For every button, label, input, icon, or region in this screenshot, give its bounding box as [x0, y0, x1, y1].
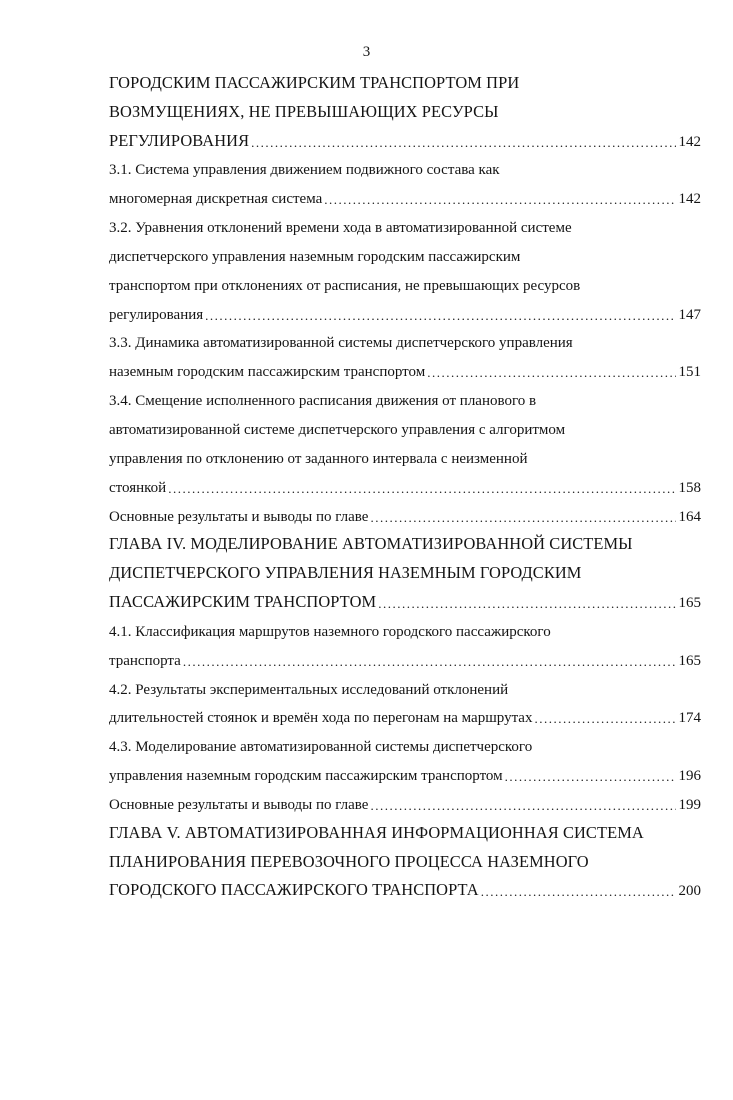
toc-entry-text: транспортом при отклонениях от расписания, не превышающих ресурсов	[109, 277, 581, 294]
toc-page-number: 142	[678, 133, 701, 150]
toc-entry-text: РЕГУЛИРОВАНИЯ	[109, 130, 250, 150]
toc-line	[109, 151, 701, 180]
toc-line	[109, 237, 701, 266]
toc-line	[109, 641, 701, 670]
toc-entry-text: управления по отклонению от заданного интервала с неизменной	[109, 450, 528, 467]
toc-line	[109, 410, 701, 439]
toc-line	[109, 352, 701, 381]
toc-line	[109, 64, 701, 93]
toc-page-number: 158	[678, 479, 701, 496]
toc-entry-text: ПАССАЖИРСКИМ ТРАНСПОРТОМ	[109, 592, 377, 612]
toc-page-number: 147	[678, 306, 701, 323]
toc-entry-text: ГЛАВА IV. МОДЕЛИРОВАНИЕ АВТОМАТИЗИРОВАННОЙ СИСТЕМЫ	[109, 534, 633, 554]
toc-entry-text: 4.3. Моделирование автоматизированной системы диспетчерского	[109, 739, 533, 756]
dot-leader	[324, 192, 675, 208]
toc-page-number: 200	[678, 883, 701, 900]
toc-line	[109, 208, 701, 237]
page-number: 3	[362, 44, 371, 60]
toc-entry-text: автоматизированной системе диспетчерского управления с алгоритмом	[109, 421, 566, 438]
toc-entry-text: ГОРОДСКИМ ПАССАЖИРСКИМ ТРАНСПОРТОМ ПРИ	[109, 72, 520, 92]
toc-entry-text: Основные результаты и выводы по главе	[109, 508, 369, 525]
toc-entry-text: 3.2. Уравнения отклонений времени хода в автоматизированной системе	[109, 220, 572, 237]
toc-line	[109, 526, 701, 555]
toc-line	[109, 381, 701, 410]
dot-leader	[378, 596, 675, 612]
toc-line	[109, 93, 701, 122]
dot-leader	[427, 365, 675, 381]
dot-leader	[370, 798, 675, 814]
toc-page-number: 151	[678, 364, 701, 381]
toc-entry-text: управления наземным городским пассажирским транспортом	[109, 768, 503, 785]
dot-leader	[251, 135, 675, 151]
toc-entry-text: 3.3. Динамика автоматизированной системы диспетчерского управления	[109, 335, 573, 352]
toc-line	[109, 612, 701, 641]
toc-page-number: 196	[678, 768, 701, 785]
toc-line	[109, 756, 701, 785]
toc-entry-text: диспетчерского управления наземным городским пассажирским	[109, 248, 521, 265]
toc-entry-text: ВОЗМУЩЕНИЯХ, НЕ ПРЕВЫШАЮЩИХ РЕСУРСЫ	[109, 101, 499, 121]
toc-line	[109, 670, 701, 699]
toc-entry-text: 3.1. Система управления движением подвижного состава как	[109, 162, 500, 179]
toc-line	[109, 295, 701, 324]
toc-entry-text: длительностей стоянок и времён хода по перегонам на маршрутах	[109, 710, 533, 727]
toc-page-number: 164	[678, 508, 701, 525]
toc-line	[109, 699, 701, 728]
dot-leader	[168, 481, 675, 497]
toc-line	[109, 814, 701, 843]
toc-entry-text: ДИСПЕТЧЕРСКОГО УПРАВЛЕНИЯ НАЗЕМНЫМ ГОРОДСКИМ	[109, 563, 582, 583]
toc-page-number: 165	[678, 652, 701, 669]
toc-page-number: 165	[678, 595, 701, 612]
toc-entry-text: транспорта	[109, 652, 181, 669]
toc-entry-text: стоянкой	[109, 479, 167, 496]
toc-line	[109, 785, 701, 814]
toc-line	[109, 497, 701, 526]
dot-leader	[481, 884, 676, 900]
table-of-contents	[109, 64, 701, 900]
toc-entry-text: 4.2. Результаты экспериментальных исследований отклонений	[109, 681, 509, 698]
toc-line	[109, 843, 701, 872]
toc-entry-text: ГЛАВА V. АВТОМАТИЗИРОВАННАЯ ИНФОРМАЦИОННАЯ СИСТЕМА	[109, 822, 644, 842]
toc-entry-text: 4.1. Классификация маршрутов наземного городского пассажирского	[109, 623, 551, 640]
toc-entry-text: ПЛАНИРОВАНИЯ ПЕРЕВОЗОЧНОГО ПРОЦЕССА НАЗЕМНОГО	[109, 851, 589, 871]
dot-leader	[534, 711, 675, 727]
dot-leader	[370, 510, 675, 526]
toc-line	[109, 583, 701, 612]
toc-entry-text: наземным городским пассажирским транспортом	[109, 364, 426, 381]
toc-line	[109, 266, 701, 295]
toc-line	[109, 727, 701, 756]
toc-line	[109, 439, 701, 468]
toc-line	[109, 872, 701, 901]
toc-page-number: 199	[678, 796, 701, 813]
toc-entry-text: 3.4. Смещение исполненного расписания движения от планового в	[109, 393, 537, 410]
toc-entry-text: многомерная дискретная система	[109, 191, 323, 208]
toc-line	[109, 468, 701, 497]
toc-page-number: 174	[678, 710, 701, 727]
dot-leader	[205, 308, 675, 324]
dot-leader	[183, 654, 676, 670]
toc-page-number: 142	[678, 191, 701, 208]
toc-entry-text: регулирования	[109, 306, 204, 323]
toc-line	[109, 179, 701, 208]
toc-line	[109, 324, 701, 353]
toc-line	[109, 122, 701, 151]
toc-entry-text: Основные результаты и выводы по главе	[109, 796, 369, 813]
dot-leader	[505, 769, 676, 785]
toc-line	[109, 554, 701, 583]
toc-entry-text: ГОРОДСКОГО ПАССАЖИРСКОГО ТРАНСПОРТА	[109, 880, 479, 900]
